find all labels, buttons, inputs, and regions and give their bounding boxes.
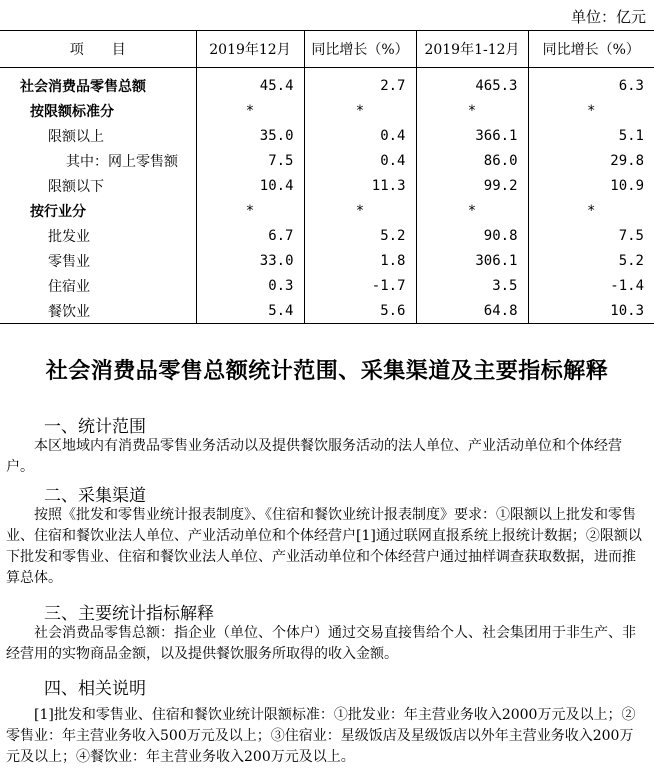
cell: 366.1 xyxy=(416,123,528,148)
row-label: 其中：网上零售额 xyxy=(66,153,178,170)
cell: -1.4 xyxy=(528,273,654,298)
cell: -1.7 xyxy=(304,273,416,298)
cell: 465.3 xyxy=(416,68,528,99)
cell: 5.2 xyxy=(528,248,654,273)
table-row xyxy=(0,123,654,148)
section-text-notes: [1]批发和零售业、住宿和餐饮业统计限额标准：①批发业：年主营业务收入2000万元及以上；②零售业：年主营业务收入500万元及以上；③住宿业：星级饭店及星级饭店以外年主营业务收入200万元及以上；④餐饮业：年主营业务收入200万元及以上。 xyxy=(6,707,636,765)
table-row xyxy=(0,173,654,198)
cell: 29.8 xyxy=(528,148,654,173)
cell: 64.8 xyxy=(416,298,528,324)
cell: * xyxy=(304,198,416,223)
row-label: 按行业分 xyxy=(30,203,86,220)
section-text-scope: 本区地域内有消费品零售业务活动以及提供餐饮服务活动的法人单位、产业活动单位和个体经营户。 xyxy=(6,438,622,475)
section-heading-indicators: 三、主要统计指标解释 xyxy=(44,604,214,624)
row-label: 批发业 xyxy=(48,228,90,245)
cell: * xyxy=(416,98,528,123)
cell: * xyxy=(196,98,304,123)
cell: 6.7 xyxy=(196,223,304,248)
document-title: 社会消费品零售总额统计范围、采集渠道及主要指标解释 xyxy=(45,358,609,384)
table-row xyxy=(0,198,654,223)
cell: * xyxy=(304,98,416,123)
cell: 10.3 xyxy=(528,298,654,324)
cell: 306.1 xyxy=(416,248,528,273)
cell: 45.4 xyxy=(196,68,304,99)
cell: 7.5 xyxy=(196,148,304,173)
row-label: 住宿业 xyxy=(48,278,90,295)
cell: 0.4 xyxy=(304,123,416,148)
cell: 33.0 xyxy=(196,248,304,273)
table-row xyxy=(0,148,654,173)
section-text-channels: 按照《批发和零售业统计报表制度》、《住宿和餐饮业统计报表制度》要求：①限额以上批发和零售业、住宿和餐饮业法人单位、产业活动单位和个体经营户[1]通过联网直报系统上报统计数据；②限额以下批发和零售业、住宿和餐饮业法人单位、产业活动单位和个体经营户通过抽样调查获取数据，进而推算总体。 xyxy=(6,507,642,586)
cell: * xyxy=(196,198,304,223)
cell: 2.7 xyxy=(304,68,416,99)
cell: 3.5 xyxy=(416,273,528,298)
row-label: 社会消费品零售总额 xyxy=(20,79,146,95)
section-heading-notes: 四、相关说明 xyxy=(44,679,146,699)
cell: 99.2 xyxy=(416,173,528,198)
header-ytd: 2019年1-12月 xyxy=(416,31,528,68)
table-row xyxy=(0,298,654,324)
section-heading-scope: 一、统计范围 xyxy=(44,417,146,437)
cell: 11.3 xyxy=(304,173,416,198)
header-month-growth: 同比增长（%） xyxy=(304,31,416,68)
header-ytd-growth: 同比增长（%） xyxy=(528,31,654,68)
unit-label: 单位：亿元 xyxy=(570,8,646,26)
cell: * xyxy=(528,98,654,123)
table-row xyxy=(0,273,654,298)
cell: 86.0 xyxy=(416,148,528,173)
table-header-row xyxy=(0,31,654,68)
cell: 90.8 xyxy=(416,223,528,248)
cell: 0.4 xyxy=(304,148,416,173)
retail-sales-table xyxy=(0,30,654,324)
table-row xyxy=(0,68,654,99)
header-month: 2019年12月 xyxy=(196,31,304,68)
section-text-indicators: 社会消费品零售总额：指企业（单位、个体户）通过交易直接售给个人、社会集团用于非生产、非经营用的实物商品金额，以及提供餐饮服务所取得的收入金额。 xyxy=(6,625,636,662)
cell: * xyxy=(416,198,528,223)
cell: 35.0 xyxy=(196,123,304,148)
cell: 5.6 xyxy=(304,298,416,324)
row-label: 餐饮业 xyxy=(0,298,196,324)
row-label: 按限额标准分 xyxy=(30,103,114,120)
cell: 5.2 xyxy=(304,223,416,248)
cell: 5.4 xyxy=(196,298,304,324)
header-item: 项 目 xyxy=(0,31,196,68)
table-row xyxy=(0,248,654,273)
cell: 1.8 xyxy=(304,248,416,273)
cell: * xyxy=(528,198,654,223)
cell: 10.4 xyxy=(196,173,304,198)
row-label: 零售业 xyxy=(48,253,90,270)
cell: 0.3 xyxy=(196,273,304,298)
row-label: 限额以下 xyxy=(48,178,104,195)
cell: 10.9 xyxy=(528,173,654,198)
row-label: 限额以上 xyxy=(48,128,104,145)
cell: 6.3 xyxy=(528,68,654,99)
section-heading-channels: 二、采集渠道 xyxy=(44,486,146,506)
cell: 5.1 xyxy=(528,123,654,148)
table-row xyxy=(0,223,654,248)
table-row xyxy=(0,98,654,123)
cell: 7.5 xyxy=(528,223,654,248)
